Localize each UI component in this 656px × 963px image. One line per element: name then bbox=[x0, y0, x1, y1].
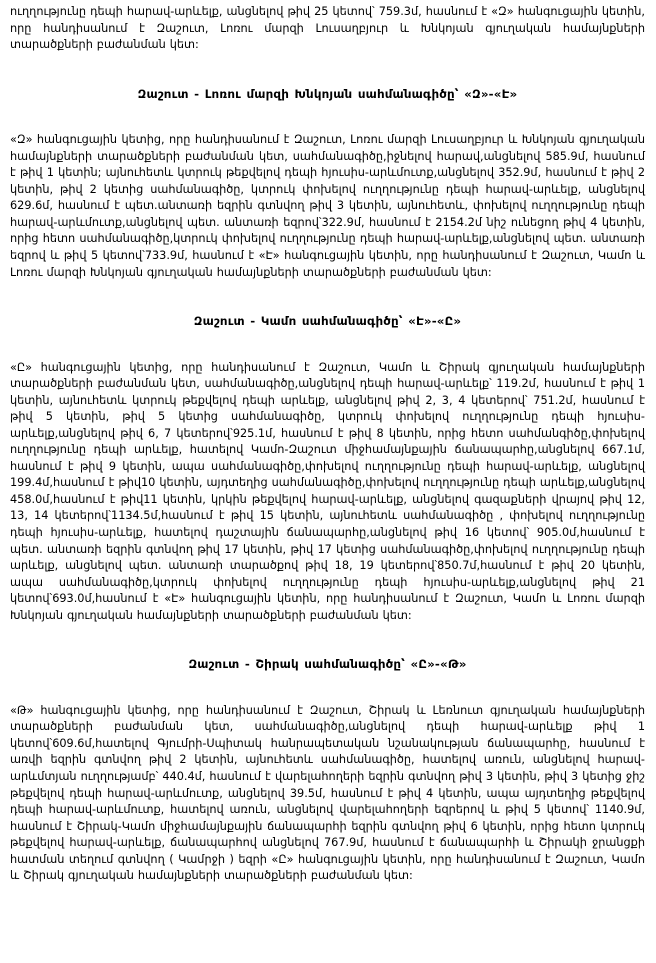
spacer bbox=[10, 102, 645, 132]
paragraph-e-y: «Ը» հանգուցային կետից, որը հանդիսանում է Զաշուտ, Կամո և Շիրակ գյուղական համայնքների տարածքների բաժանման կետ, սահմանագիծը,անցնելով դեպի հարավ-արևելք՝ 119.2մ, հասնում է թիվ 1 կետին, այնուհետև կտրուկ թեքվելով դեպի արևելք, անցնելով թիվ 2, 3, 4 կետերով՝ 751.2մ, հասնում է թիվ 5 կետին, թիվ 5 կետից սահմանագիծը, կտրուկ փոխելով ուղղությունը դեպի հյուսիս-արևելք,անցնելով թիվ 6, 7 կետերով՝925.1մ, հասնում է թիվ 8 կետին, որից հետո սահմանգիծը,փոխելով ուղղությունը դեպի արևելք, հատելով Կամո-Զաշուտ միջհամայնքային ճանապարհը,անցնելով 667.1մ, հասնում է թիվ 9 կետին, ապա սահմանագիծը,փոխելով ուղղությունը դեպի հարավ-արևելք, անցնելով 199.4մ,հասնում է թիվ10 կետին, այդտեղից սահմանագիծը,փոխելով ուղղությունը դեպի արևելք,անցնելով 458.0մ,հասնում է թիվ11 կետին, կրկին թեքվելով հարավ-արևելք, անցնելով գազաքների վրայով թիվ 12, 13, 14 կետերով՝1134.5մ,հասնում է թիվ 15 կետին, այնուհետև սահմանագիծը , փոխելով ուղղությունը դեպի հյուսիս-արևելք, հատելով դաշտային ճանապարհը,անցնելով թիվ 16 կետով՝ 905.0մ,հասնում է պետ. անտառի եզրին գտնվող թիվ 17 կետին, թիվ 17 կետից սահմանագիծը,փոխելով ուղղությունը դեպի արևելք, անցնելով պետ. անտառի տարածքով թիվ 18, 19 կետերով՝850.7մ,հասնում է թիվ 20 կետին, ապա սահմանագիծը,կտրուկ փոխելով ուղղությունը դեպի հյուսիս-արևելք,անցնելով թիվ 21 կետով՝693.0մ,հասնում է «Է» հանգուցային կետին, որը հանդիսանում է Զաշուտ, Կամո և Լոռու մարզի Խնկոյան գյուղական համայնքների տարածքների բաժանման կետ: bbox=[10, 360, 645, 622]
section-heading-e-y: Զաշուտ - Կամո սահմանագիծը՝ «Է»-«Ը» bbox=[193, 314, 462, 329]
spacer bbox=[10, 673, 645, 703]
spacer bbox=[10, 330, 645, 360]
spacer bbox=[10, 54, 645, 86]
paragraph-y-t: «Թ» հանգուցային կետից, որը հանդիսանում է Զաշուտ, Շիրակ և Լեռնուտ գյուղական համայնքների տարածքների բաժանման կետ, սահմանագիծը,անցնելով դեպի հարավ-արևելք թիվ 1 կետով՝609.6մ,հատելով Գյումրի-Սպիտակ հանրապետական նշանակության ճանապարհը, հասնում է առվի եզրին գտնվող թիվ 2 կետին, այնուհետև սահմանագիծը, հատելով առուն, անցնելով հարավ-արևմտյան ուղղությամբ՝ 440.4մ, հասնում է վարելահողերի եզրին գտնվող թիվ 3 կետին, թիվ 3 կետից ջիշ թեքվելով դեպի հարավ-արևմուտք, անցնելով 39.5մ, հասնում է թիվ 4 կետին, ապա այդտեղից թեքվելով դեպի հարավ-արևմուտք, հատելով առուն, անցնելով վարելահողերի եզրերով և թիվ 5 կետով՝ 1140.9մ, հասնում է Շիրակ-Կամո միջհամայնքային ճանապարհի եզրին գտնվող թիվ 6 կետին, որից հետո կտրուկ թեքվելով հարավ-արևելք, ճանապարհով անցնելով 767.9մ, հասնում է ճանապարհի և Շիրակի ջրանցքի հատման տեղում գտնվող ( Կամրջի ) եզրի «Ը» հանգուցային կետին, որը հանդիսանում է Զաշուտ, Կամո և Շիրակ գյուղական համայնքների տարածքների բաժանման կետ: bbox=[10, 703, 645, 883]
spacer bbox=[10, 281, 645, 313]
paragraph-intro: ուղղությունը դեպի հարավ-արևելք, անցնելով թիվ 25 կետով՝ 759.3մ, հասնում է «Զ» հանգուցային կետին, որը հանդիսանում է Զաշուտ, Լոռու մարզի Լուսաղբյուր և Խնկոյան գյուղական համայնքների տարածքների բաժանման կետ: bbox=[10, 5, 645, 52]
paragraph-z-e: «Զ» հանգուցային կետից, որը հանդիսանում է Զաշուտ, Լոռու մարզի Լուսաղբյուր և Խնկոյան գյուղական համայնքների տարածքների բաժանման կետ, սահմանագիծը,իջնելով հարավ,անցնելով 585.9մ, հասնում է թիվ 1 կետին; այնուհետև կտրուկ թեքվելով դեպի հյուսիս-արևմուտք,անցնելով 352.9մ, հասնում է թիվ 2 կետին, թիվ 2 կետից սահմանագիծը, կտրուկ փոխելով ուղղությունը դեպի հարավ-արևելք, անցնելով 629.6մ, հասնում է պետ.անտառի եզրին գտնվող թիվ 3 կետին, այնուհետև, փոխելով ուղղությունը դեպի հարավ-արևմուտք,անցնելով պետ. անտառի եզրով՝322.9մ, հասնում է 2154.2մ նիշ ունեցող թիվ 4 կետին, որից հետո սահմանագիծը,կտրուկ փոխելով ուղղությունը դեպի հարավ-արևելք,անցնելով պետ. անտառի եզրով և թիվ 5 կետով՝733.9մ, հասնում է «Է» հանգուցային կետին, որը հանդիսանում է Զաշուտ, Կամո և Լոռու մարզի Խնկոյան գյուղական համայնքների տարածքների բաժանման կետ: bbox=[10, 133, 645, 279]
section-heading-z-e: Զաշուտ - Լոռու մարզի Խնկոյան սահմանագիծը՝ «Զ»-«Է» bbox=[137, 86, 518, 101]
section-heading-y-t: Զաշուտ - Շիրակ սահմանագիծը՝ «Ը»-«Թ» bbox=[188, 657, 467, 672]
spacer bbox=[10, 624, 645, 656]
